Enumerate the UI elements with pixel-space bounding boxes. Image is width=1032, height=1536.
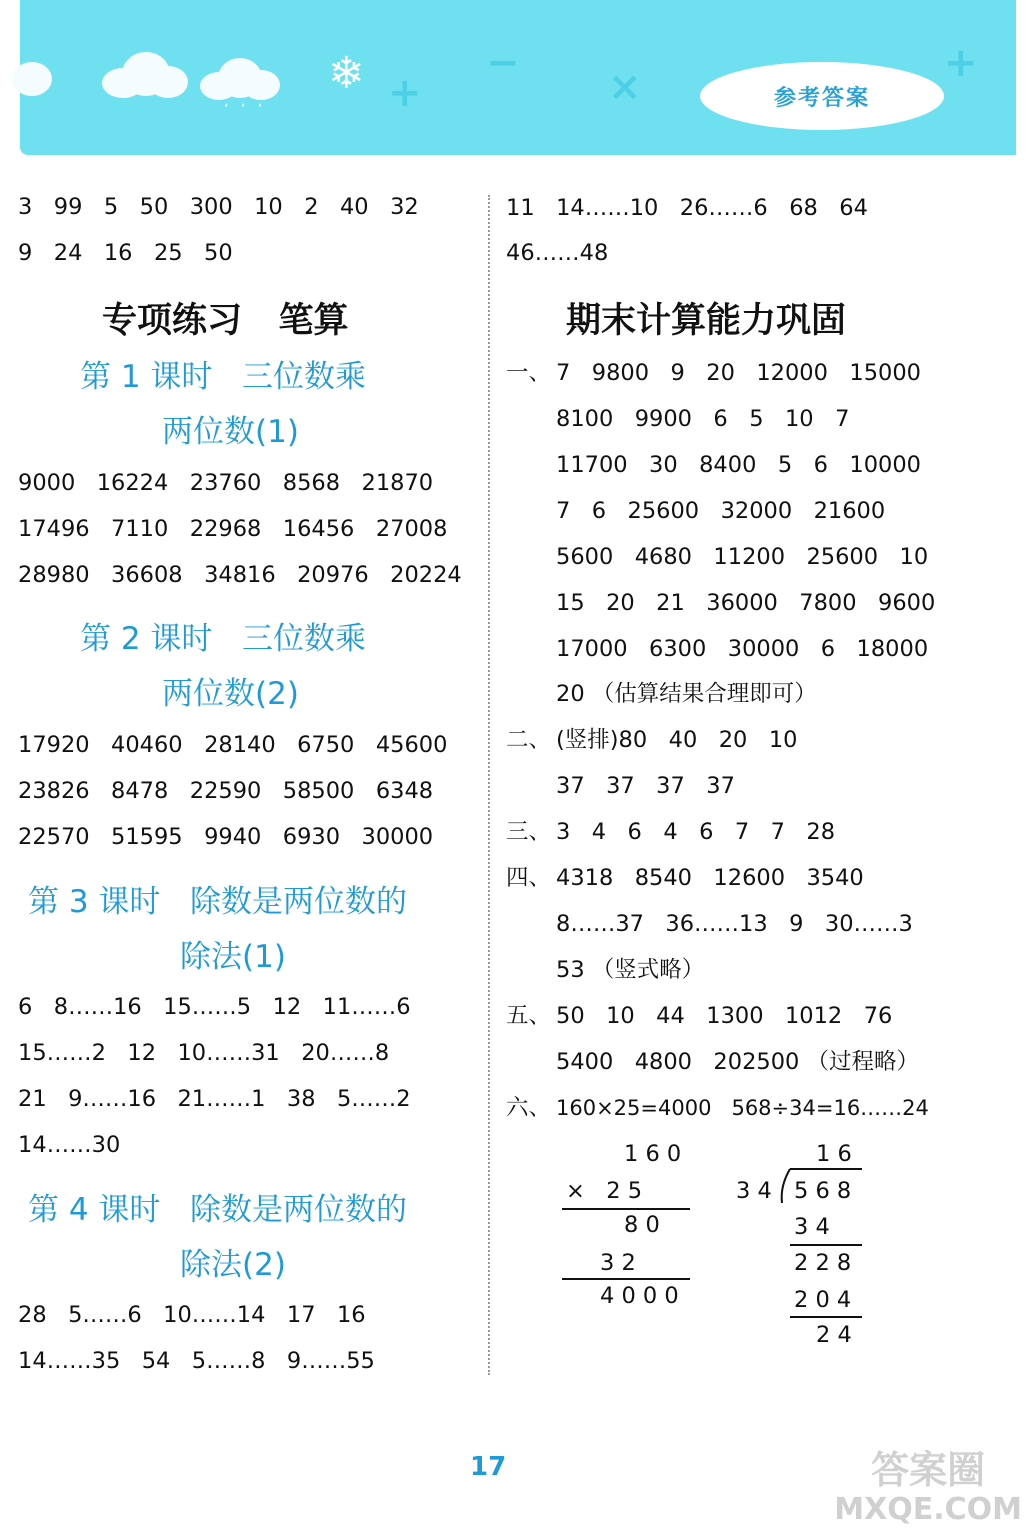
plus-icon: + [388,70,422,116]
answer-line: 14……30 [18,1132,121,1158]
minus-icon: − [486,40,520,86]
lesson-subtitle: 两位数(1) [162,414,299,450]
answer-line: 50 10 44 1300 1012 76 [556,1003,893,1029]
div-bracket [778,1168,794,1204]
lesson-subtitle: 两位数(2) [162,676,299,712]
answer-line: 37 37 37 37 [556,773,735,799]
times-icon: × [608,64,642,110]
answer-badge-label: 参考答案 [773,85,870,111]
answer-line: 6 8……16 15……5 12 11……6 [18,994,411,1020]
watermark-line2: MXQE.COM [834,1492,1022,1527]
answer-line: 28980 36608 34816 20976 20224 [18,562,462,588]
right-top-line: 11 14……10 26……6 68 64 [506,195,868,221]
answer-line: 22570 51595 9940 6930 30000 [18,824,434,850]
snowflake-icon: ❄ [328,48,365,99]
answer-line: 11700 30 8400 5 6 10000 [556,452,921,478]
item-label: 一、 [506,360,552,386]
answer-line: 17920 40460 28140 6750 45600 [18,732,448,758]
answer-line: 7 9800 9 20 12000 15000 [556,360,921,386]
div-step: 2 2 8 [794,1250,852,1276]
answer-line: 15 20 21 36000 7800 9600 [556,590,936,616]
answer-line: 5400 4800 202500 （过程略） [556,1049,919,1075]
lesson-subtitle: 除法(2) [180,1247,286,1283]
mult-row: 8 0 [624,1212,660,1238]
mult-row: 1 6 0 [624,1141,682,1167]
div-quotient: 1 6 [816,1141,852,1167]
item-label: 二、 [506,727,552,753]
answer-line: 20 （估算结果合理即可） [556,681,817,707]
watermark [834,1450,1022,1530]
div-divisor: 3 4 [736,1178,772,1204]
mult-row: 3 2 [600,1250,636,1276]
lesson-title: 第 4 课时 除数是两位数的 [28,1192,407,1228]
div-line [790,1244,862,1246]
lesson-subtitle: 除法(1) [180,939,286,975]
column-divider [488,195,490,1375]
mult-row: × 2 5 [566,1178,643,1204]
answer-line: 4318 8540 12600 3540 [556,865,864,891]
div-step: 2 0 4 [794,1287,852,1313]
answer-line: 8……37 36……13 9 30……3 [556,911,913,937]
section-title-left: 专项练习 笔算 [102,301,349,341]
item-label: 三、 [506,819,552,845]
rain-cloud-icon: ʼ ʼ ʼ [200,58,284,118]
header-banner [20,0,1016,155]
answer-line: 23826 8478 22590 58500 6348 [18,778,434,804]
div-bracket-top [790,1168,862,1170]
left-top-line: 9 24 16 25 50 [18,240,233,266]
answer-line: 17496 7110 22968 16456 27008 [18,516,448,542]
answer-line: (竖排)80 40 20 10 [556,727,798,753]
cloud-icon [12,58,62,98]
lesson-title: 第 2 课时 三位数乘 [80,621,366,657]
answer-line: 3 4 6 4 6 7 7 28 [556,819,836,845]
left-top-line: 3 99 5 50 300 10 2 40 32 [18,194,419,220]
plus-icon: + [944,40,978,86]
answer-line: 28 5……6 10……14 17 16 [18,1302,366,1328]
answer-line: 15……2 12 10……31 20……8 [18,1040,390,1066]
answer-line: 7 6 25600 32000 21600 [556,498,886,524]
div-dividend: 5 6 8 [794,1178,852,1204]
answer-line: 53 （竖式略） [556,957,705,983]
watermark-line1: 答案圈 [871,1448,986,1492]
item-label: 五、 [506,1003,552,1029]
answer-line: 14……35 54 5……8 9……55 [18,1348,375,1374]
item-label: 四、 [506,865,552,891]
lesson-title: 第 3 课时 除数是两位数的 [28,884,407,920]
div-remainder: 2 4 [816,1322,852,1348]
answer-line: 9000 16224 23760 8568 21870 [18,470,434,496]
answer-line: 8100 9900 6 5 10 7 [556,406,850,432]
answer-line: 17000 6300 30000 6 18000 [556,636,929,662]
answer-line: 160×25=4000 568÷34=16……24 [556,1096,929,1120]
right-top-line: 46……48 [506,240,609,266]
mult-line [562,1278,690,1280]
div-line [790,1316,862,1318]
page-number: 17 [470,1452,507,1482]
lesson-title: 第 1 课时 三位数乘 [80,359,366,395]
mult-row: 4 0 0 0 [600,1283,679,1309]
item-label: 六、 [506,1095,552,1121]
cloud-icon [102,50,192,100]
answer-line: 21 9……16 21……1 38 5……2 [18,1086,411,1112]
section-title-right: 期末计算能力巩固 [566,301,847,341]
div-step: 3 4 [794,1214,830,1240]
answer-badge [700,62,944,130]
answer-line: 5600 4680 11200 25600 10 [556,544,929,570]
